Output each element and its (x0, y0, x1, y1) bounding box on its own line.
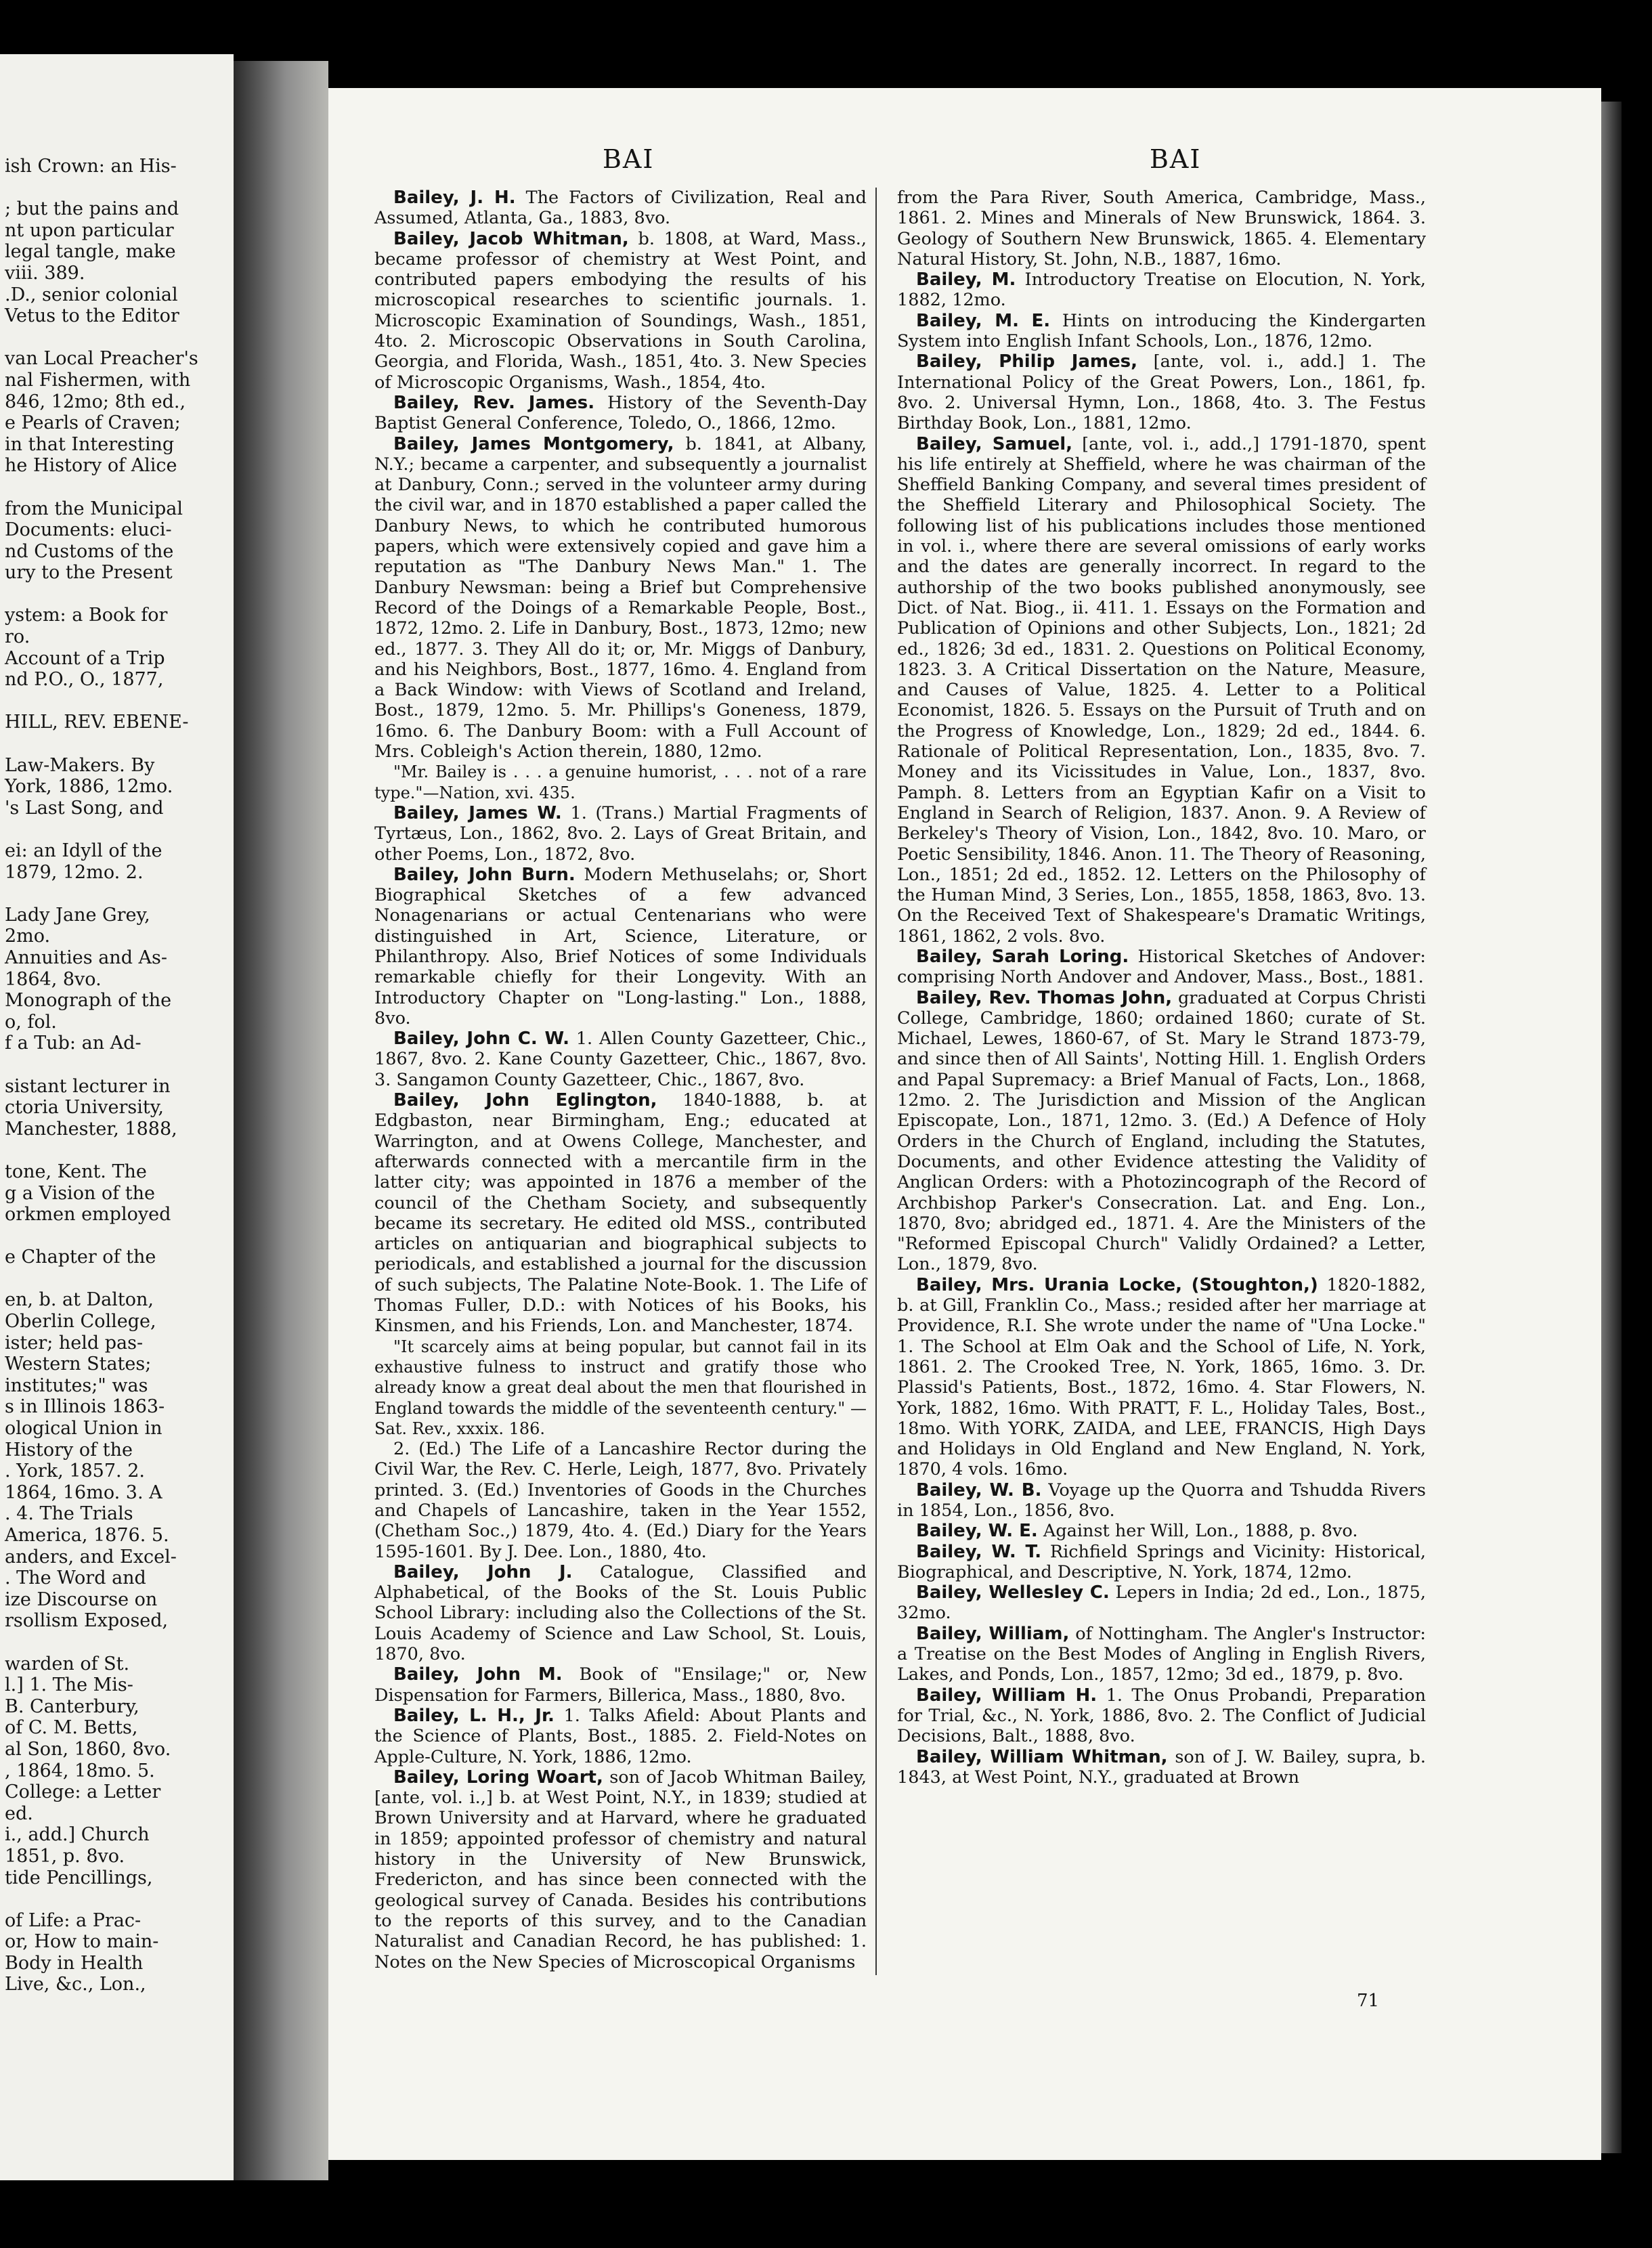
entry-text: History of the Seventh-Day Baptist General Conference, Toledo, O., 1866, 12mo. (374, 392, 867, 434)
left-page-line: f a Tub: an Ad- (5, 1033, 142, 1054)
entry-headword: Bailey, William, (916, 1623, 1070, 1644)
left-page-line: o, fol. (5, 1011, 57, 1033)
left-page-line: in that Interesting (5, 433, 175, 455)
entry-text: 1. The Onus Probandi, Preparation for Trial, &c., N. York, 1886, 8vo. 2. The Conflict of Judicial Decisions, Balt., 1888, 8vo. (897, 1685, 1426, 1747)
left-page-line: sistant lecturer in (5, 1075, 171, 1097)
left-page-line: 1851, p. 8vo. (5, 1845, 125, 1867)
entry-text: Against her Will, Lon., 1888, p. 8vo. (1043, 1521, 1358, 1542)
left-page-line: History of the (5, 1439, 133, 1461)
entry-headword: Bailey, Wellesley C. (916, 1582, 1110, 1603)
dictionary-entry (897, 351, 1426, 433)
entry-text: Hints on introducing the Kindergarten System into English Infant Schools, Lon., 1876, 12mo. (897, 310, 1427, 352)
dictionary-entry (374, 1029, 867, 1090)
left-page-line: anders, and Excel- (5, 1546, 177, 1568)
entry-headword: Bailey, John C. W. (393, 1029, 569, 1050)
left-page-line: 's Last Song, and (5, 797, 164, 819)
entry-headword: Bailey, M. (916, 269, 1016, 290)
entry-text: Lepers in India; 2d ed., Lon., 1875, 32mo. (897, 1582, 1426, 1624)
entry-headword: Bailey, James W. (393, 802, 562, 823)
left-page-line: 2mo. (5, 926, 51, 947)
entry-text: son of Jacob Whitman Bailey, [ante, vol. i.,] b. at West Point, N.Y., in 1839; studied at Brown University and at Harvard, where he graduated in 1859; appointed professor of chemistry and natural history in the University of New Brunswick, Fredericton, and has since been connected with the geological survey of Canada. Besides his contributions to the reports of this survey, and to the Canadian Naturalist and Canadian Record, he has published: 1. Notes on the New Species of Microscopical Organisms (374, 1767, 867, 1972)
left-page-line: ; but the pains and (5, 198, 179, 220)
left-page-line: , 1864, 18mo. 5. (5, 1760, 155, 1781)
left-page-line: 1879, 12mo. 2. (5, 861, 144, 883)
dictionary-entry (374, 1767, 867, 1972)
left-page-line: warden of St. (5, 1653, 130, 1674)
left-page-line (1, 177, 217, 199)
entry-headword: Bailey, L. H., Jr. (393, 1705, 555, 1726)
left-page-line: Annuities and As- (5, 947, 168, 968)
left-page-line (1, 1888, 217, 1910)
running-head-left: BAI (603, 144, 655, 174)
left-page-line: tide Pencillings, (5, 1867, 153, 1888)
previous-page-strip (0, 54, 234, 2180)
left-page-line: Documents: eluci- (5, 519, 172, 541)
entry-text: The Factors of Civilization, Real and Assumed, Atlanta, Ga., 1883, 8vo. (374, 188, 867, 229)
column-rule (875, 188, 877, 1975)
entry-headword: Bailey, Samuel, (916, 433, 1073, 454)
left-page-line: or, How to main- (5, 1931, 159, 1953)
entry-text: 1. (Trans.) Martial Fragments of Tyrtæus, Lon., 1862, 8vo. 2. Lays of Great Britain, and other Poems, Lon., 1872, 8vo. (374, 802, 867, 865)
dictionary-entry (374, 865, 867, 1029)
entry-text: Book of "Ensilage;" or, New Dispensation for Farmers, Billerica, Mass., 1880, 8vo. (374, 1664, 867, 1706)
left-page-line (1, 691, 217, 712)
left-page-line: e Pearls of Craven; (5, 412, 181, 434)
left-page-line: he History of Alice (5, 455, 177, 477)
left-page-line: Law-Makers. By (5, 754, 155, 776)
left-page-line: institutes;" was (5, 1375, 148, 1396)
entry-headword: Bailey, W. E. (916, 1521, 1038, 1542)
left-page-line: . York, 1857. 2. (5, 1461, 145, 1482)
entry-text: 1. Talks Afield: About Plants and the Science of Plants, Bost., 1885. 2. Field-Notes on Apple-Culture, N. York, 1886, 12mo. (374, 1705, 867, 1767)
entry-text: of Nottingham. The Angler's Instructor: a Treatise on the Best Modes of Angling in English Rivers, Lakes, and Ponds, Lon., 1857, 12mo; 3d ed., 1879, p. 8vo. (897, 1623, 1426, 1685)
left-page-line (1, 733, 217, 755)
dictionary-entry (374, 1090, 867, 1337)
dictionary-entry (897, 1747, 1426, 1788)
left-column (374, 188, 867, 1972)
previous-page-text (1, 156, 217, 1995)
entry-text: Catalogue, Classified and Alphabetical, of the Books of the St. Louis Public School Library: including also the Collections of the St. Louis Academy of Science and Law School, St. Louis, 1870, 8vo. (374, 1561, 867, 1665)
entry-headword: Bailey, W. B. (916, 1479, 1042, 1500)
entry-text: b. 1841, at Albany, N.Y.; became a carpenter, and subsequently a journalist at Danbury, Conn.; served in the volunteer army during the civil war, and in 1870 established a paper called the Danbury News, to which he contributed humorous papers, which were extensively copied and gave him a reputation as "The Danbury News Man." 1. The Danbury Newsman: being a Brief but Comprehensive Record of the Doings of a Remarkable People, Bost., 1872, 12mo. 2. Life in Danbury, Bost., 1873, 12mo; new ed., 1877. 3. They All do it; or, Mr. Miggs of Danbury, and his Neighbors, Bost., 1877, 16mo. 4. England from a Back Window: with Views of Scotland and Ireland, Bost., 1879, 12mo. 5. Mr. Phillips's Goneness, 1879, 16mo. 6. The Danbury Boom: with a Full Account of Mrs. Cobleigh's Action therein, 1880, 12mo. (374, 433, 867, 762)
entry-headword: Bailey, John M. (393, 1664, 563, 1685)
left-page-line: i., add.] Church (5, 1824, 150, 1846)
entry-headword: Bailey, John J. (393, 1561, 573, 1582)
left-page-line (1, 1140, 217, 1161)
entry-headword: Bailey, Sarah Loring. (916, 946, 1129, 967)
entry-headword: Bailey, Philip James, (916, 351, 1137, 372)
entry-headword: Bailey, M. E. (916, 310, 1051, 331)
entry-headword: Bailey, James Montgomery, (393, 433, 674, 454)
left-page-line: 1864, 16mo. 3. A (5, 1482, 162, 1503)
left-page-line: Live, &c., Lon., (5, 1974, 146, 1995)
entry-headword: Bailey, Rev. Thomas John, (916, 987, 1173, 1008)
dictionary-entry (897, 1275, 1426, 1480)
entry-text: graduated at Corpus Christi College, Cambridge, 1860; ordained 1860; curate of St. Michael, Lewes, 1860-67, of St. Mary le Strand 1873-79, and since then of All Saints', Notting Hill. 1. English Orders and Papal Supremacy: a Brief Manual of Facts, Lon., 1868, 12mo. 2. The Jurisdiction and Mission of the Anglican Episcopate, Lon., 1871, 12mo. 3. (Ed.) A Defence of Holy Orders in the Church of England, including the Statutes, Documents, and other Evidence attesting the Validity of Anglican Orders: with a Photozincograph of the Record of Archbishop Parker's Consecration. Lat. and Eng. Lon., 1870, 8vo; abridged ed., 1871. 4. Are the Ministers of the "Reformed Episcopal Church" Validly Ordained? a Letter, Lon., 1879, 8vo. (897, 987, 1427, 1275)
left-page-line: l.] 1. The Mis- (5, 1674, 133, 1696)
left-page-line: orkmen employed (5, 1204, 171, 1226)
left-page-line: . The Word and (5, 1568, 146, 1589)
dictionary-entry (897, 947, 1426, 988)
entry-text: Richfield Springs and Vicinity: Historical, Biographical, and Descriptive, N. York, 1874, 12mo. (897, 1541, 1426, 1582)
dictionary-entry (374, 1706, 867, 1767)
dictionary-entry (897, 188, 1426, 269)
entry-headword: Bailey, Loring Woart, (393, 1767, 603, 1788)
left-page-line: ological Union in (5, 1418, 162, 1440)
entry-text: [ante, vol. i., add.] 1. The International Policy of the Great Powers, Lon., 1861, fp. 8vo. 2. Universal Hymn, Lon., 1868, 4to. 3. The Festus Birthday Book, Lon., 1881, 12mo. (897, 351, 1426, 434)
entry-text: 1. Allen County Gazetteer, Chic., 1867, 8vo. 2. Kane County Gazetteer, Chic., 1867, 8vo. 3. Sangamon County Gazetteer, Chic., 1867, 8vo. (374, 1029, 867, 1090)
left-page-line: nt upon particular (5, 219, 174, 241)
book-gutter (234, 61, 328, 2180)
dictionary-entry (897, 1521, 1426, 1541)
left-page-line: en, b. at Dalton, (5, 1289, 154, 1311)
left-page-line: ish Crown: an His- (5, 156, 177, 177)
left-page-line: al Son, 1860, 8vo. (5, 1738, 171, 1760)
entry-text: "Mr. Bailey is . . . a genuine humorist, . . . not of a rare type."—Nation, xvi. 435. (374, 762, 867, 802)
entry-headword: Bailey, Rev. James. (393, 392, 595, 413)
dictionary-entry (374, 762, 867, 803)
left-page-line: nd Customs of the (5, 540, 174, 562)
entry-headword: Bailey, John Eglington, (393, 1090, 657, 1111)
left-page-line: ro. (5, 626, 30, 648)
left-page-line: Oberlin College, (5, 1311, 156, 1333)
left-page-line (1, 819, 217, 840)
left-page-line: ury to the Present (5, 562, 173, 584)
left-page-line: York, 1886, 12mo. (5, 776, 173, 798)
dictionary-entry (897, 988, 1426, 1275)
left-page-line (1, 327, 217, 349)
left-page-line: Manchester, 1888, (5, 1118, 177, 1140)
entry-text: 1840-1888, b. at Edgbaston, near Birmingham, Eng.; educated at Warrington, and at Owens College, Manchester, and afterwards connected with a mercantile firm in the latter city; was appointed in 1876 a member of the council of the Chetham Society, and subsequently became its secretary. He edited old MSS., contributed articles on antiquarian and biographical subjects to periodicals, and established a journal for the discussion of such subjects, The Palatine Note-Book. 1. The Life of Thomas Fuller, D.D.: with Notices of his Books, his Kinsmen, and his Friends, Lon. and Manchester, 1874. (374, 1090, 867, 1337)
left-page-line (1, 1226, 217, 1247)
left-page-line: 1864, 8vo. (5, 968, 102, 990)
dictionary-entry (374, 229, 867, 393)
left-page-line: ed. (5, 1802, 33, 1824)
left-page-line: 846, 12mo; 8th ed., (5, 391, 186, 412)
left-page-line: College: a Letter (5, 1781, 161, 1803)
entry-text: from the Para River, South America, Cambridge, Mass., 1861. 2. Mines and Minerals of New Brunswick, 1864. 3. Geology of Southern New Brunswick, 1865. 4. Elementary Natural History, St. John, N.B., 1887, 16mo. (897, 188, 1426, 269)
dictionary-entry (374, 1439, 867, 1562)
entry-text: 2. (Ed.) The Life of a Lancashire Rector during the Civil War, the Rev. C. Herle, Leigh, 1877, 8vo. Privately printed. 3. (Ed.) Inventories of Goods in the Churches and Chapels of Lancashire, taken in the Year 1552, (Chetham Soc.,) 1879, 4to. 4. (Ed.) Diary for the Years 1595-1601. By J. Dee. Lon., 1880, 4to. (374, 1439, 867, 1562)
left-page-line: tone, Kent. The (5, 1161, 147, 1182)
left-page-line: van Local Preacher's (5, 348, 198, 370)
left-page-line: legal tangle, make (5, 241, 176, 263)
left-page-line: of Life: a Prac- (5, 1909, 142, 1931)
left-page-line: rsollism Exposed, (5, 1610, 169, 1632)
entry-text: 1820-1882, b. at Gill, Franklin Co., Mass.; resided after her marriage at Providence, R.I. She wrote under the name of "Una Locke." 1. The School at Elm Oak and the School of Life, N. York, 1861. 2. The Crooked Tree, N. York, 1865, 16mo. 3. Dr. Plassid's Patients, Bost., 1872, 16mo. 4. Star Flowers, N. York, 1882, 16mo. With PRATT, F. L., Holiday Tales, Bost., 18mo. With YORK, ZAIDA, and LEE, FRANCIS, High Days and Holidays in Old England and New England, N. York, 1870, 4 vols. 16mo. (897, 1274, 1426, 1480)
dictionary-entry (897, 269, 1426, 311)
left-page-line (1, 1632, 217, 1653)
left-page-line (1, 477, 217, 498)
dictionary-entry (374, 1562, 867, 1664)
left-page-line (1, 883, 217, 905)
left-page-line (1, 1268, 217, 1290)
running-head-right: BAI (1150, 144, 1202, 174)
entry-text: Voyage up the Quorra and Tshudda Rivers in 1854, Lon., 1856, 8vo. (897, 1479, 1426, 1521)
dictionary-entry (897, 1624, 1426, 1685)
left-page-line: s in Illinois 1863- (5, 1396, 165, 1418)
entry-text: Introductory Treatise on Elocution, N. York, 1882, 12mo. (897, 269, 1427, 311)
entry-text: Historical Sketches of Andover: comprising North Andover and Andover, Mass., Bost., 1881. (897, 946, 1427, 988)
left-page-line: ize Discourse on (5, 1588, 158, 1610)
dictionary-entry (374, 803, 867, 865)
dictionary-entry (897, 1685, 1426, 1747)
entry-text: Modern Methuselahs; or, Short Biographical Sketches of a few advanced Nonagenarians or actual Centenarians who were distinguished in Art, Science, Literature, or Philanthropy. Also, Brief Notices of some Individuals remarkable chiefly for their Longevity. With an Introductory Chapter on "Long-lasting." Lon., 1888, 8vo. (374, 864, 867, 1029)
left-page-line: HILL, REV. EBENE- (5, 712, 189, 733)
dictionary-entry (897, 1582, 1426, 1624)
entry-text: b. 1808, at Ward, Mass., became professor of chemistry at West Point, and contributed papers embodying the results of his microscopical researches to scientific journals. 1. Microscopic Examination of Soundings, Wash., 1851, 4to. 2. Microscopic Observations in South Carolina, Georgia, and Florida, Wash., 1851, 4to. 3. New Species of Microscopic Organisms, Wash., 1854, 4to. (374, 228, 867, 393)
entry-text: [ante, vol. i., add.,] 1791-1870, spent his life entirely at Sheffield, where he was chairman of the Sheffield Banking Company, and several times president of the Sheffield Literary and Philosophical Society. The following list of his publications includes those mentioned in vol. i., where there are several omissions of early works and the dates are generally incorrect. In regard to the authorship of the two books published anonymously, see Dict. of Nat. Biog., ii. 411. 1. Essays on the Formation and Publication of Opinions and other Subjects, Lon., 1821; 2d ed., 1826; 3d ed., 1831. 2. Questions on Political Economy, 1823. 3. A Critical Dissertation on the Nature, Measure, and Causes of Value, 1825. 4. Letter to a Political Economist, 1826. 5. Essays on the Pursuit of Truth and on the Progress of Knowledge, Lon., 1829; 2d ed., 1844. 6. Rationale of Political Representation, Lon., 1835, 8vo. 7. Money and its Vicissitudes in Value, Lon., 1837, 8vo. Pamph. 8. Letters from an Egyptian Kafir on a Visit to England in Search of Religion, 1837. Anon. 9. A Review of Berkeley's Theory of Vision, Lon., 1842, 8vo. 10. Maro, or Poetic Sensibility, 1846. Anon. 11. The Theory of Reasoning, Lon., 1851; 2d ed., 1852. 12. Letters on the Philosophy of the Human Mind, 3 Series, Lon., 1855, 1858, 1863, 8vo. 13. On the Received Text of Shakespeare's Dramatic Writings, 1861, 1862, 2 vols. 8vo. (897, 433, 1426, 947)
left-page-line: ei: an Idyll of the (5, 840, 162, 861)
entry-headword: Bailey, J. H. (393, 188, 516, 208)
entry-headword: Bailey, John Burn. (393, 864, 575, 885)
left-page-line: Lady Jane Grey, (5, 904, 150, 926)
left-page-line: Account of a Trip (5, 647, 165, 669)
left-page-line: nd P.O., O., 1877, (5, 669, 164, 691)
left-page-line: Body in Health (5, 1952, 144, 1974)
entry-headword: Bailey, William H. (916, 1685, 1097, 1706)
left-page-line: Western States; (5, 1354, 152, 1375)
left-page-line: Vetus to the Editor (5, 305, 179, 327)
entry-headword: Bailey, W. T. (916, 1541, 1042, 1562)
page-number: 71 (1357, 1991, 1380, 2011)
entry-headword: Bailey, William Whitman, (916, 1746, 1168, 1767)
left-page-line: . 4. The Trials (5, 1503, 133, 1525)
dictionary-entry (897, 1542, 1426, 1583)
entry-text: son of J. W. Bailey, supra, b. 1843, at West Point, N.Y., graduated at Brown (897, 1746, 1426, 1788)
left-page-line: e Chapter of the (5, 1247, 156, 1268)
dictionary-entry (374, 393, 867, 434)
left-page-line: ctoria University, (5, 1097, 164, 1119)
left-page-line: .D., senior colonial (5, 284, 178, 305)
dictionary-entry (897, 1480, 1426, 1521)
left-page-line: America, 1876. 5. (5, 1525, 169, 1546)
entry-headword: Bailey, Mrs. Urania Locke, (Stoughton,) (916, 1274, 1318, 1295)
left-page-line: B. Canterbury, (5, 1695, 139, 1717)
entry-text: "It scarcely aims at being popular, but cannot fail in its exhaustive fulness to instruct and gratify those who already know a great deal about the men that flourished in England towards the middle of the seventeenth century." —Sat. Rev., xxxix. 186. (374, 1337, 867, 1438)
left-page-line: Monograph of the (5, 990, 172, 1012)
right-column (897, 188, 1426, 1788)
left-page-line: of C. M. Betts, (5, 1717, 138, 1739)
left-page-line (1, 584, 217, 605)
dictionary-entry (374, 188, 867, 229)
left-page-line (1, 1054, 217, 1076)
dictionary-entry (374, 1337, 867, 1439)
left-page-line: nal Fishermen, with (5, 369, 191, 391)
dictionary-entry (374, 1664, 867, 1706)
entry-headword: Bailey, Jacob Whitman, (393, 228, 629, 249)
left-page-line: ister; held pas- (5, 1332, 144, 1354)
left-page-line: ystem: a Book for (5, 605, 168, 626)
dictionary-entry (897, 311, 1426, 352)
dictionary-page (328, 88, 1601, 2160)
dictionary-entry (897, 434, 1426, 947)
left-page-line: viii. 389. (5, 262, 85, 284)
left-page-line: g a Vision of the (5, 1182, 155, 1204)
dictionary-entry (374, 434, 867, 762)
left-page-line: from the Municipal (5, 498, 183, 519)
